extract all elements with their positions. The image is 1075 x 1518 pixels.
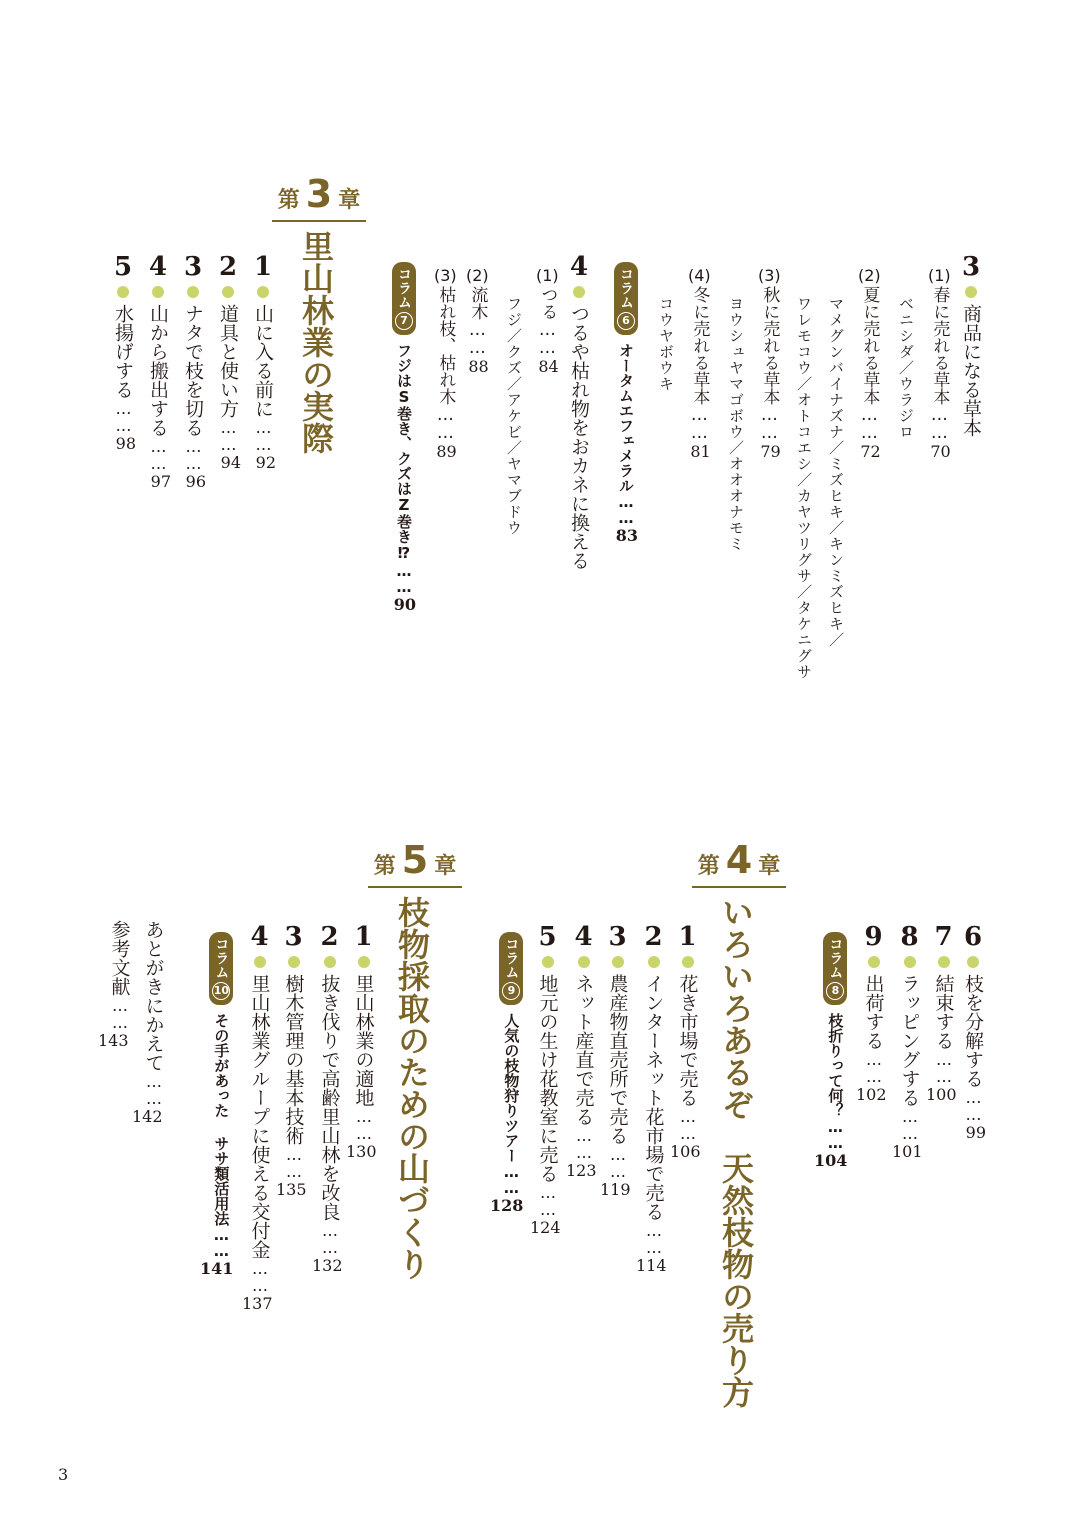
bullet-dot-icon [904,956,916,968]
item-title: 商品になる草本 [960,304,982,437]
sub-label: (1) [928,266,951,285]
page-number: 88 [468,357,489,376]
item-title: 結束する [932,974,955,1050]
item-number: 6 [958,922,988,952]
item-number: 1 [672,922,703,952]
page-number: 84 [538,357,559,376]
item-title: 樹木管理の基本技術 [282,974,305,1145]
page-number: 114 [636,1256,667,1275]
toc-ch3-item-5[interactable] [110,252,136,452]
leader-dots: …… [617,493,635,525]
item-title: 花き市場で売る [676,974,699,1107]
page-number: 123 [566,1161,597,1180]
toc-sub-driftwood[interactable] [466,268,489,375]
page-number: 132 [312,1256,343,1275]
chapter-5-heading: 第 5 章 [368,838,462,888]
toc-ch4-item-1[interactable] [670,922,701,1160]
toc-afterword[interactable] [132,920,163,1125]
page-number: 99 [965,1123,986,1142]
leader-dots: …… [859,405,880,441]
item-number: 9 [858,922,889,952]
page-number: 137 [242,1294,273,1313]
page-number: 70 [930,442,951,461]
leader-dots: …… [149,437,168,471]
leader-dots: …… [219,418,238,452]
page-number: 79 [760,442,781,461]
toc-column-8[interactable] [814,932,847,1169]
bullet-dot-icon [257,286,269,298]
leader-dots: …… [929,405,950,441]
item-number: 1 [248,252,278,282]
leader-dots: …… [114,399,133,433]
item-title: 参考文献 [108,920,131,996]
item-number: 3 [602,922,633,952]
leader-dots: …… [467,320,488,356]
folio-page-number: 3 [58,1465,69,1484]
item-number: 3 [278,922,309,952]
item-title: 道具と使い方 [217,304,239,418]
page-number: 141 [200,1259,234,1278]
sub-title: 冬に売れる草本 [689,286,710,405]
toc-ch5-item-3[interactable] [276,922,307,1198]
item-title: 地元の生け花教室に売る [536,974,559,1183]
toc-ch4-item-4[interactable] [566,922,597,1179]
bullet-dot-icon [868,956,880,968]
item-number: 3 [178,252,208,282]
leader-dots: …… [644,1221,664,1255]
item-number: 4 [143,252,173,282]
sub-title: 夏に売れる草本 [859,286,880,405]
leader-dots: …… [759,405,780,441]
item-title: ネット産直で売る [572,974,595,1126]
toc-ch4-item-2[interactable] [636,922,667,1274]
sub-title: 春に売れる草本 [929,286,950,405]
page-number: 130 [346,1142,377,1161]
item-title: 出荷する [862,974,885,1050]
bullet-dot-icon [152,286,164,298]
toc-ch3-item-3[interactable] [180,252,206,490]
toc-ch3-item-6[interactable] [960,922,986,1141]
leader-dots: …… [184,437,203,471]
bullet-dot-icon [542,956,554,968]
toc-ch3-item-4[interactable] [145,252,171,490]
sub-label: (4) [688,266,711,285]
page-number: 128 [490,1196,524,1215]
leader-dots: …… [826,1118,845,1150]
leader-dots: …… [502,1163,521,1195]
bullet-dot-icon [938,956,950,968]
page-number: 83 [615,526,638,545]
chapter-3-heading: 第 3 章 [272,172,366,222]
toc-ch5-item-1[interactable] [346,922,377,1160]
leader-dots: …… [678,1107,698,1141]
page-number: 98 [115,434,136,453]
item-title: 山に入る前に [252,304,274,418]
page-number: 106 [670,1142,701,1161]
item-number: 3 [956,252,986,282]
page-number: 101 [892,1142,923,1161]
leader-dots: …… [354,1107,374,1141]
item-number: 1 [348,922,379,952]
column-title: フジはS巻き、クズはZ巻き⁉ [395,343,413,562]
sub-label: (3) [758,266,781,285]
leader-dots: …… [435,405,456,441]
toc-sub-summer[interactable] [858,268,881,460]
leader-dots: …… [864,1050,884,1084]
leader-dots: …… [900,1107,920,1141]
page-number: 72 [860,442,881,461]
item-number: 7 [928,922,959,952]
bullet-dot-icon [222,286,234,298]
item-title: 里山林業グループに使える交付金 [248,974,271,1259]
toc-ch3-item-8[interactable] [892,922,923,1160]
page-number: 119 [600,1180,631,1199]
chapter-5-title: 枝物採取のための山づくり [393,896,431,1280]
leader-dots: …… [284,1145,304,1179]
bullet-dot-icon [648,956,660,968]
column-badge: コラム7 [392,262,416,335]
sub-title: 流木 [467,286,488,320]
chapter-4-heading: 第 4 章 [692,838,786,888]
sub-title: つる [537,286,558,320]
column-badge: コラム6 [614,262,638,335]
leader-dots: …… [574,1126,594,1160]
page-number: 124 [530,1218,561,1237]
sub-label: (1) [536,266,559,285]
item-title: ナタで枝を切る [182,304,204,437]
toc-ch4-item-5[interactable] [530,922,561,1236]
toc-column-7[interactable] [392,262,416,613]
toc-ch3-item-1[interactable] [250,252,276,471]
sub-title: 秋に売れる草本 [759,286,780,405]
item-number: 8 [894,922,925,952]
item-number: 2 [213,252,243,282]
chapter-4-title: いろいろあるぞ 天然枝物の売り方 [717,896,755,1408]
leader-dots: …… [608,1145,628,1179]
page-number: 100 [926,1085,957,1104]
toc-sub-spring[interactable] [928,268,951,460]
column-badge: コラム8 [823,932,847,1005]
leader-dots: …… [537,320,558,356]
leader-dots: …… [395,562,413,594]
item-number: 4 [564,252,594,282]
leader-dots: …… [538,1183,558,1217]
item-title: ラッピングする [898,974,921,1107]
page-number: 104 [814,1151,848,1170]
bullet-dot-icon [117,286,129,298]
column-title: オータムエフェメラル [617,343,635,493]
item-title: つるや枯れ物をおカネに換える [568,304,590,570]
toc-sub-autumn[interactable] [758,268,781,460]
item-title: 里山林業の適地 [352,974,375,1107]
column-title: 人気の枝物狩りツアー [502,1013,521,1163]
column-badge: コラム10 [209,932,233,1005]
bullet-dot-icon [358,956,370,968]
page-number: 143 [98,1031,129,1050]
toc-ch4-item-3[interactable] [600,922,631,1198]
sub-label: (3) [434,266,457,285]
item-number: 5 [532,922,563,952]
bullet-dot-icon [254,956,266,968]
column-title: 枝折りって何？ [826,1013,845,1118]
item-title: 抜き伐りで高齢里山林を改良 [318,974,341,1221]
toc-ch3-item-2[interactable] [215,252,241,471]
leader-dots: …… [689,405,710,441]
page-number: 97 [150,472,171,491]
bullet-dot-icon [573,286,585,298]
page-number: 102 [856,1085,887,1104]
page-number: 96 [185,472,206,491]
page-number: 142 [132,1107,163,1126]
leader-dots: …… [320,1221,340,1255]
species-winter: コウヤボウキ [657,296,675,392]
page-number: 92 [255,453,276,472]
page-number: 81 [690,442,711,461]
item-title: あとがきにかえて [142,920,165,1072]
species-vine: フジ／クズ／アケビ／ヤマブドウ [505,296,523,536]
toc-column-10[interactable] [200,932,233,1277]
toc-item-4[interactable] [566,252,592,570]
item-title: 山から搬出する [147,304,169,437]
sub-label: (2) [858,266,881,285]
item-title: 農産物直売所で売る [606,974,629,1145]
toc-column-6[interactable] [614,262,638,544]
leader-dots: …… [144,1072,164,1106]
item-number: 4 [568,922,599,952]
sub-title: 枯れ枝、枯れ木 [435,286,456,405]
item-title: 水揚げする [112,304,134,399]
bullet-dot-icon [288,956,300,968]
species-summer-2: ワレモコウ／オトコエシ／カヤツリグサ／タケニグサ [795,296,813,680]
bullet-dot-icon [187,286,199,298]
toc-ch5-item-4[interactable] [242,922,273,1312]
item-title: 枝を分解する [962,974,984,1088]
toc-column-9[interactable] [490,932,523,1214]
column-badge: コラム9 [499,932,523,1005]
item-number: 5 [108,252,138,282]
sub-label: (2) [466,266,489,285]
species-summer-1: マメグンバイナズナ／ミズヒキ／キンミズヒキ／ [827,296,845,648]
bullet-dot-icon [965,286,977,298]
page-number: 94 [220,453,241,472]
item-number: 2 [314,922,345,952]
leader-dots: …… [964,1088,983,1122]
species-autumn: ヨウシュヤマゴボウ／オオオナモミ [727,296,745,552]
item-title: インターネット花市場で売る [642,974,665,1221]
leader-dots: …… [110,996,130,1030]
bullet-dot-icon [324,956,336,968]
toc-sub-vine[interactable] [536,268,559,375]
species-spring: ベニシダ／ウラジロ [897,296,915,440]
item-number: 4 [244,922,275,952]
toc-references[interactable] [98,920,129,1049]
page-number: 90 [393,595,416,614]
toc-ch3-item-7[interactable] [926,922,957,1103]
bullet-dot-icon [612,956,624,968]
item-number: 2 [638,922,669,952]
toc-ch5-item-2[interactable] [312,922,343,1274]
page-number: 135 [276,1180,307,1199]
toc-item-3[interactable] [958,252,984,437]
leader-dots: …… [212,1226,231,1258]
chapter-3-title: 里山林業の実際 [297,230,335,454]
page-number: 89 [436,442,457,461]
leader-dots: …… [250,1259,270,1293]
bullet-dot-icon [967,956,979,968]
column-title: その手があった ササ類活用法 [212,1013,231,1226]
toc-sub-dead-branches[interactable] [434,268,457,460]
bullet-dot-icon [578,956,590,968]
leader-dots: …… [934,1050,954,1084]
bullet-dot-icon [682,956,694,968]
leader-dots: …… [254,418,273,452]
toc-sub-winter[interactable] [688,268,711,460]
toc-ch3-item-9[interactable] [856,922,887,1103]
